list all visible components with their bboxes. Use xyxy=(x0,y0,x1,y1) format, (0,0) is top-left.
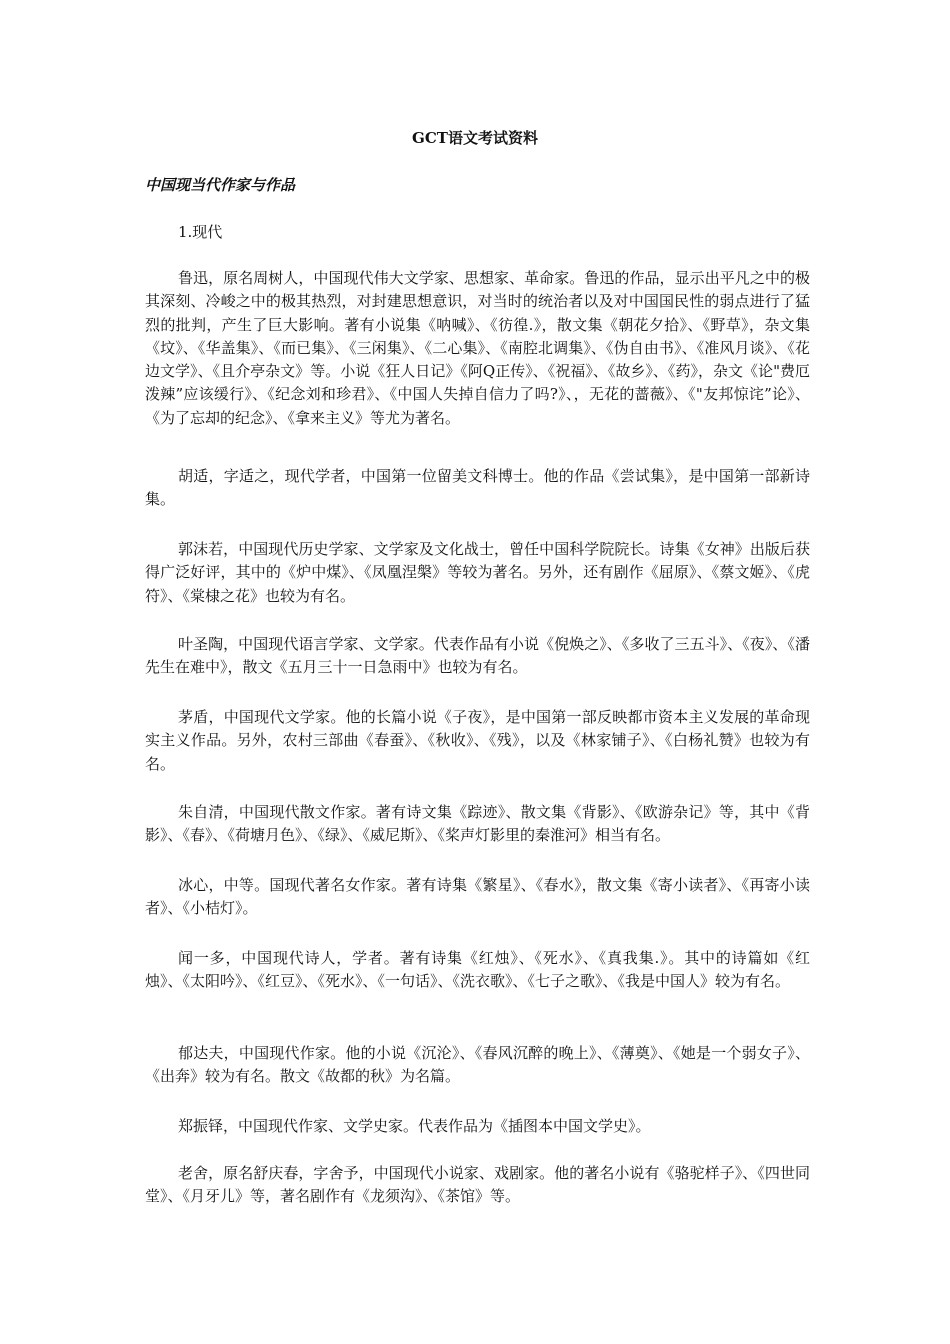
paragraph-ye-shengtao: 叶圣陶，中国现代语言学家、文学家。代表作品有小说《倪焕之》、《多收了三五斗》、《夜》、《潘先生在难中》，散文《五月三十一日急雨中》也较为有名。 xyxy=(145,635,810,677)
paragraph-zheng-zhenduo: 郑振铎，中国现代作家、文学史家。代表作品为《插图本中国文学史》。 xyxy=(178,1117,651,1135)
paragraph-mao-dun: 茅盾，中国现代文学家。他的长篇小说《子夜》，是中国第一部反映都市资本主义发展的革命现实主义作品。另外，农村三部曲《春蚕》、《秋收》、《残》，以及《林家铺子》、《白杨礼赞》也较为有名。 xyxy=(145,708,810,773)
document-title: GCT语文考试资料 xyxy=(412,129,538,147)
section-heading: 中国现当代作家与作品 xyxy=(145,176,296,194)
paragraph-wen-yiduo: 闻一多，中国现代诗人，学者。著有诗集《红烛》、《死水》、《真我集.》。其中的诗篇如《红烛》、《太阳吟》、《红豆》、《死水》、《一句话》、《洗衣歌》、《七子之歌》、《我是中国人》较为有名。 xyxy=(145,949,810,991)
paragraph-hu-shi: 胡适，字适之，现代学者，中国第一位留美文科博士。他的作品《尝试集》，是中国第一部新诗集。 xyxy=(145,467,810,509)
paragraph-lao-she: 老舍，原名舒庆春，字舍予，中国现代小说家、戏剧家。他的著名小说有《骆驼样子》、《四世同堂》、《月牙儿》等，著名剧作有《龙须沟》、《茶馆》等。 xyxy=(145,1164,810,1206)
subheading: 1.现代 xyxy=(178,223,223,241)
paragraph-bing-xin: 冰心，中等。国现代著名女作家。著有诗集《繁星》、《春水》，散文集《寄小读者》、《再寄小读者》、《小桔灯》。 xyxy=(145,876,810,918)
paragraph-zhu-ziqing: 朱自清，中国现代散文作家。著有诗文集《踪迹》、散文集《背影》、《欧游杂记》等，其中《背影》、《春》、《荷塘月色》、《绿》、《威尼斯》、《桨声灯影里的秦淮河》相当有名。 xyxy=(145,803,810,845)
paragraph-yu-dafu: 郁达夫，中国现代作家。他的小说《沉沦》、《春风沉醉的晚上》、《薄奠》、《她是一个弱女子》、《出奔》较为有名。散文《故都的秋》为名篇。 xyxy=(145,1044,810,1086)
paragraph-guo-moruo: 郭沫若，中国现代历史学家、文学家及文化战士，曾任中国科学院院长。诗集《女神》出版后获得广泛好评，其中的《炉中煤》、《凤凰涅槃》等较为著名。另外，还有剧作《屈原》、《蔡文姬》、《虎符》、《棠棣之花》也较为有名。 xyxy=(145,540,810,605)
paragraph-lu-xun: 鲁迅，原名周树人，中国现代伟大文学家、思想家、革命家。鲁迅的作品，显示出平凡之中的极其深刻、冷峻之中的极其热烈，对封建思想意识，对当时的统治者以及对中国国民性的弱点进行了猛烈的批判，产生了巨大影响。著有小说集《呐喊》、《彷徨.》，散文集《朝花夕拾》、《野草》，杂文集《坟》、《华盖集》、《而已集》、《三闲集》、《二心集》、《南腔北调集》、《伪自由书》、《准风月谈》、《花边文学》、《且介亭杂文》等。小说《狂人日记》《阿Q正传》、《祝福》、《故乡》、《药》，杂文《论"费厄泼辣”应该缓行》、《纪念刘和珍君》、《中国人失掉自信力了吗?》、，无花的蔷薇》、《"友邦惊诧”论》、《为了忘却的纪念》、《拿来主义》等尤为著名。 xyxy=(145,269,810,427)
